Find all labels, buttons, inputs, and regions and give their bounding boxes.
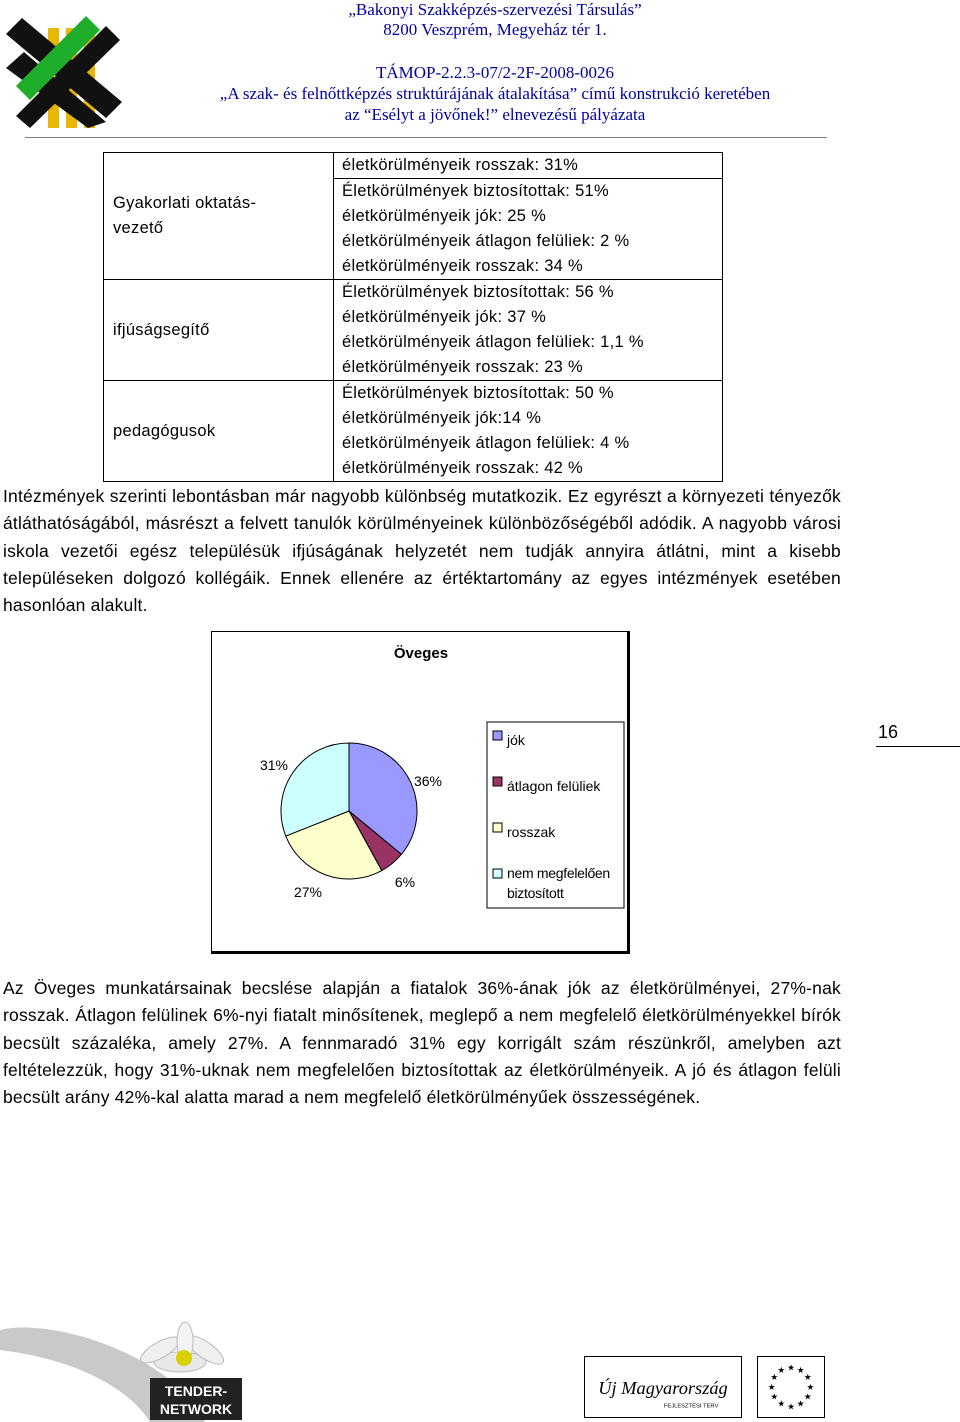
organization-logo (6, 6, 126, 128)
ujm-logo-text: Új Magyarország (598, 1377, 728, 1398)
eu-star-icon: ★ (806, 1382, 815, 1393)
table-cell: életkörülményeik rosszak: 23 % (334, 355, 723, 381)
eu-star-icon: ★ (796, 1366, 805, 1377)
eu-star-icon: ★ (796, 1399, 805, 1410)
tender-logo-text-2: NETWORK (159, 1401, 233, 1417)
table-cell: életkörülményeik rosszak: 34 % (334, 254, 723, 280)
group-label-line: Gyakorlati oktatás- (113, 194, 257, 212)
results-table (103, 152, 723, 482)
legend-label: biztosított (507, 885, 564, 901)
legend-swatch (493, 869, 502, 878)
chart-title: Öveges (393, 645, 449, 662)
group-label: ifjúságsegítő (104, 280, 334, 381)
eu-star-icon: ★ (787, 1402, 795, 1413)
legend-swatch (493, 823, 502, 832)
table-row (104, 381, 723, 407)
eu-star-icon: ★ (767, 1382, 776, 1393)
eu-star-icon: ★ (787, 1363, 795, 1374)
eu-star-icon: ★ (803, 1373, 812, 1384)
table-cell: életkörülményeik jók:14 % (334, 406, 723, 431)
header-project-code: TÁMOP-2.2.3-07/2-2F-2008-0026 (376, 63, 614, 82)
eu-star-icon: ★ (803, 1392, 812, 1403)
pie-chart (211, 631, 630, 954)
page-number: 16 (878, 722, 899, 742)
legend-swatch (493, 731, 502, 740)
body-paragraph-2: Az Öveges munkatársainak becslése alapján a fiatalok 36%-ának jók az életkörülményei, 27%-nak rosszak. Átlagon felülinek 6%-nyi fiatalt minősítenek, meglepő a nem megfelelő életkörülményekkel bírók becsült százaléka, amely 27%. A fennmaradó 31% egy korrigált szám részünkről, amelyben azt feltételezzük, hogy 31%-uknak nem megfelelően biztosítottak az életkörülményeik. A jó és átlagon felüli becsült arány 42%-kal alatta marad a nem megfelelő életkörülményűek összességének. (3, 978, 841, 1108)
eu-star-icon: ★ (777, 1399, 786, 1410)
legend-swatch (493, 777, 502, 786)
ujm-logo-subtext: FEJLESZTÉSI TERV (663, 1403, 719, 1410)
pie-data-label: 6% (394, 874, 416, 890)
table-cell: életkörülményeik jók: 25 % (334, 204, 723, 229)
pie-chart-svg (212, 632, 628, 952)
table-cell: életkörülményeik átlagon felüliek: 1,1 % (334, 330, 723, 355)
group-label (104, 153, 334, 280)
legend-label: jók (507, 732, 525, 748)
header-address: 8200 Veszprém, Megyeház tér 1. (383, 20, 607, 39)
eu-star-icon: ★ (777, 1366, 786, 1377)
table-cell: életkörülményeik átlagon felüliek: 4 % (334, 431, 723, 456)
uj-magyarorszag-logo (584, 1356, 742, 1418)
group-label: pedagógusok (104, 381, 334, 482)
legend-label: átlagon felüliek (507, 778, 601, 794)
table-cell: Életkörülmények biztosítottak: 56 % (334, 280, 723, 306)
eu-flag-logo (757, 1356, 825, 1418)
tender-logo-text-1: TENDER- (164, 1383, 228, 1399)
tender-network-logo (0, 1320, 250, 1422)
page-number-rule (876, 746, 960, 747)
pie-data-label: 31% (259, 757, 289, 773)
header-association-name: „Bakonyi Szakképzés-szervezési Társulás” (348, 0, 642, 19)
table-cell: életkörülményeik rosszak: 31% (334, 153, 723, 179)
eu-star-icon: ★ (770, 1373, 779, 1384)
legend-label: nem megfelelően (507, 865, 610, 881)
table-row (104, 280, 723, 306)
table-row (104, 153, 723, 179)
header-tender-name: az “Esélyt a jövőnek!” elnevezésű pályázata (344, 105, 646, 124)
pie-data-label: 27% (293, 884, 323, 900)
header-divider (25, 137, 827, 138)
table-cell: Életkörülmények biztosítottak: 51% (334, 179, 723, 205)
group-label-line: vezető (113, 219, 164, 237)
pie-data-label: 36% (413, 773, 443, 789)
table-cell: életkörülményeik jók: 37 % (334, 305, 723, 330)
legend-label: rosszak (507, 824, 556, 840)
eu-star-icon: ★ (770, 1392, 779, 1403)
table-cell: életkörülményeik rosszak: 42 % (334, 456, 723, 482)
table-cell: Életkörülmények biztosítottak: 50 % (334, 381, 723, 407)
header-construction: „A szak- és felnőttképzés struktúrájának átalakítása” című konstrukció keretében (219, 84, 771, 103)
body-paragraph-1: Intézmények szerinti lebontásban már nagyobb különbség mutatkozik. Ez egyrészt a környezeti tényezők átláthatóságából, másrészt a felvett tanulók körülményeinek különbözőségéből adódik. A nagyobb városi iskola vezetői egész településük ifjúságának helyzetét nem tudják annyira átlátni, mint a kisebb településeken dolgozó kollégáik. Ennek ellenére az értéktartomány az egyes intézmények esetében hasonlóan alakult. (3, 486, 841, 616)
table-cell: életkörülményeik átlagon felüliek: 2 % (334, 229, 723, 254)
